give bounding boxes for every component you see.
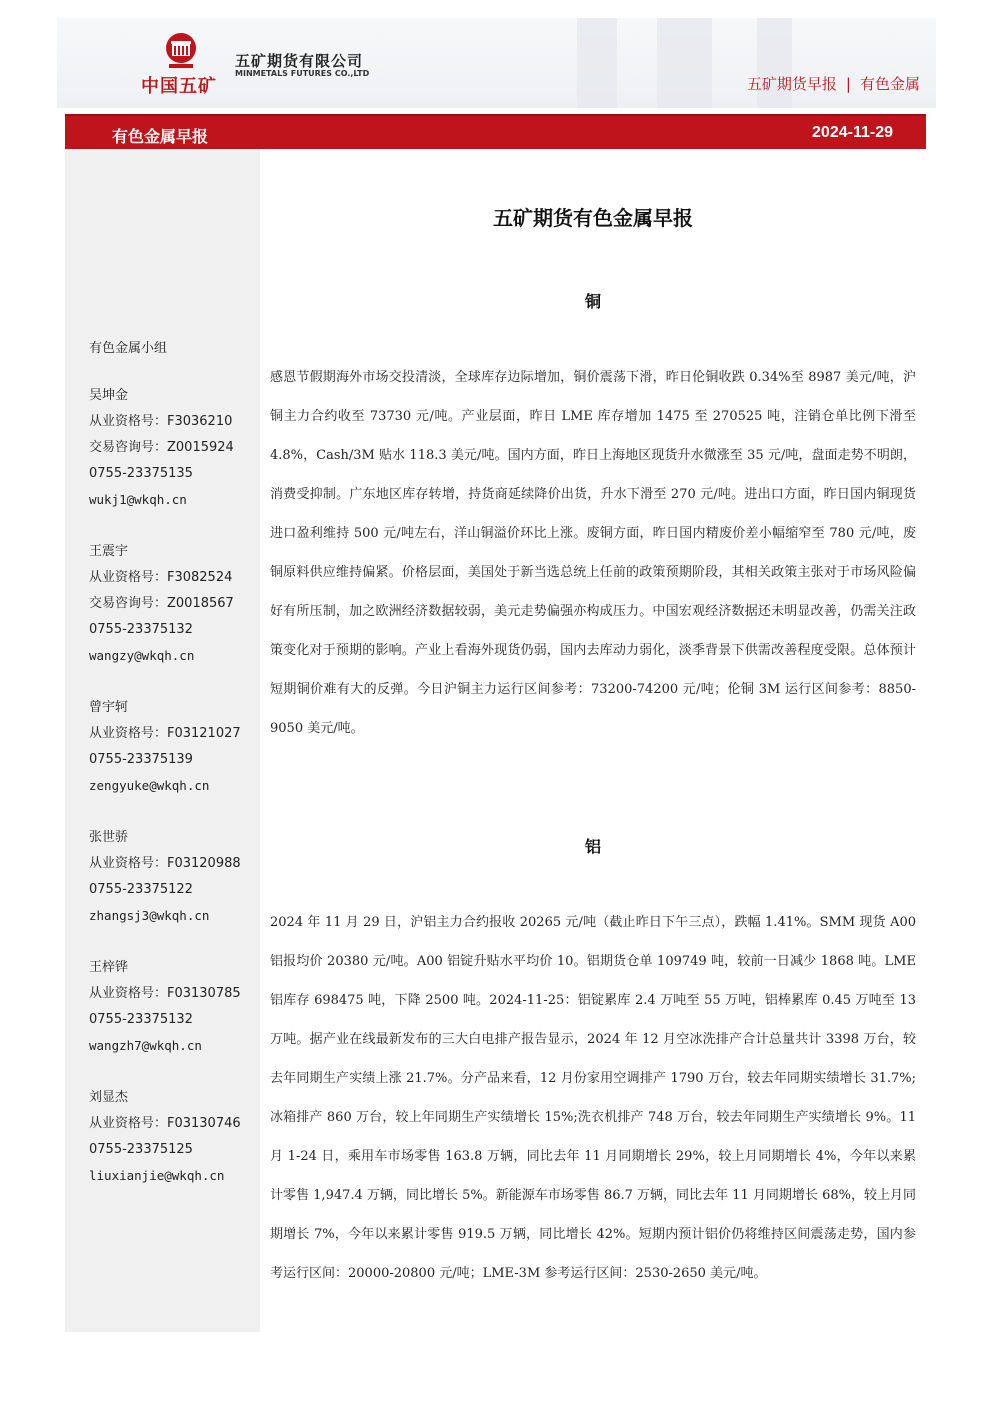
analyst-phone: 0755-23375122	[89, 882, 193, 897]
analyst-name: 王震宇	[89, 544, 129, 559]
analyst-phone: 0755-23375132	[89, 1012, 193, 1027]
analyst-phone: 0755-23375125	[89, 1142, 193, 1157]
analyst-card	[89, 955, 241, 1059]
analyst-email[interactable]: liuxianjie@wkqh.cn	[89, 1168, 225, 1183]
analyst-consult-id: 交易咨询号：Z0015924	[89, 440, 234, 455]
analyst-qualification: 从业资格号：F03130785	[89, 986, 241, 1001]
analyst-card	[89, 539, 234, 669]
analyst-name: 刘显杰	[89, 1090, 129, 1105]
analyst-card	[89, 1085, 241, 1189]
nav-category: 有色金属	[859, 75, 920, 93]
analyst-email[interactable]: wangzh7@wkqh.cn	[89, 1038, 202, 1053]
analyst-qualification: 从业资格号：F3082524	[89, 570, 233, 585]
nav-separator: |	[845, 75, 851, 93]
section-body-aluminum: 2024 年 11 月 29 日，沪铝主力合约报收 20265 元/吨（截止昨日下午三点），跌幅 1.41%。SMM 现货 A00 铝报均价 20380 元/吨。A00 铝锭升贴水平均价 10。铝期货仓单 109749 吨，较前一日减少 1868 吨。LME 铝库存 698475 吨，下降 2500 吨。2024-11-25：铝锭累库 2.4 万吨至 55 万吨，铝棒累库 0.45 万吨至 13 万吨。据产业在线最新发布的三大白电排产报告显示，2024 年 12 月空冰洗排产合计总量共计 3398 万台，较去年同期生产实绩上涨 21.7%。分产品来看，12 月份家用空调排产 1790 万台，较去年同期实绩增长 31.7%;冰箱排产 860 万台，较上年同期生产实绩增长 15%;洗衣机排产 748 万台，较去年同期生产实绩增长 9%。11 月 1-24 日，乘用车市场零售 163.8 万辆，同比去年 11 月同期增长 29%，较上月同期增长 4%，今年以来累计零售 1,947.4 万辆，同比增长 5%。新能源车市场零售 86.7 万辆，同比去年 11 月同期增长 68%，较上月同期增长 7%，今年以来累计零售 919.5 万辆，同比增长 42%。短期内预计铝价仍将维持区间震荡走势，国内参考运行区间：20000-20800 元/吨；LME-3M 参考运行区间：2530-2650 美元/吨。	[270, 915, 916, 1281]
header-nav	[747, 73, 920, 94]
analyst-qualification: 从业资格号：F03130746	[89, 1116, 241, 1131]
report-label: 有色金属早报	[112, 127, 209, 146]
report-date: 2024-11-29	[812, 124, 893, 141]
section-body-copper: 感恩节假期海外市场交投清淡，全球库存边际增加，铜价震荡下滑，昨日伦铜收跌 0.34%至 8987 美元/吨，沪铜主力合约收至 73730 元/吨。产业层面，昨日 LME 库存增加 1475 至 270525 吨，注销仓单比例下滑至 4.8%，Cash/3M 贴水 118.3 美元/吨。国内方面，昨日上海地区现货升水微涨至 35 元/吨，盘面走势不明朗，消费受抑制。广东地区库存转增，持货商延续降价出货，升水下滑至 270 元/吨。进出口方面，昨日国内铜现货进口盈利维持 500 元/吨左右，洋山铜溢价环比上涨。废铜方面，昨日国内精废价差小幅缩窄至 780 元/吨，废铜原料供应维持偏紧。价格层面，美国处于新当选总统上任前的政策预期阶段，其相关政策主张对于市场风险偏好有所压制，加之欧洲经济数据较弱，美元走势偏强亦构成压力。中国宏观经济数据还未明显改善，仍需关注政策变化对于预期的影响。产业上看海外现货仍弱，国内去库动力弱化，淡季背景下供需改善程度受限。总体预计短期铜价难有大的反弹。今日沪铜主力运行区间参考：73200-74200 元/吨；伦铜 3M 运行区间参考：8850-9050 美元/吨。	[270, 370, 916, 736]
company-name-en: MINMETALS FUTURES CO.,LTD	[235, 69, 370, 78]
company-name-cn: 五矿期货有限公司	[235, 52, 364, 70]
team-title: 有色金属小组	[89, 341, 168, 356]
analyst-qualification: 从业资格号：F03120988	[89, 856, 241, 871]
analyst-card	[89, 695, 241, 799]
analyst-phone: 0755-23375135	[89, 466, 193, 481]
section-title-copper: 铜	[584, 292, 601, 311]
analyst-name: 张世骄	[89, 830, 129, 845]
analyst-phone: 0755-23375139	[89, 752, 193, 767]
analyst-email[interactable]: wangzy@wkqh.cn	[89, 648, 195, 663]
analyst-card	[89, 383, 234, 513]
section-title-aluminum: 铝	[584, 837, 601, 856]
analyst-card	[89, 825, 241, 929]
analyst-email[interactable]: wukj1@wkqh.cn	[89, 492, 187, 507]
analyst-sidebar	[65, 149, 260, 1332]
analyst-phone: 0755-23375132	[89, 622, 193, 637]
analyst-email[interactable]: zengyuke@wkqh.cn	[89, 778, 210, 793]
analyst-consult-id: 交易咨询号：Z0018567	[89, 596, 234, 611]
report-title-bar	[65, 114, 926, 149]
analyst-name: 王梓铧	[89, 960, 129, 975]
analyst-qualification: 从业资格号：F3036210	[89, 414, 233, 429]
analyst-name: 吴坤金	[89, 388, 129, 403]
document-title: 五矿期货有色金属早报	[493, 206, 693, 230]
analyst-qualification: 从业资格号：F03121027	[89, 726, 241, 741]
logo-text: 中国五矿	[141, 76, 217, 97]
analyst-email[interactable]: zhangsj3@wkqh.cn	[89, 908, 210, 923]
analyst-name: 曾宇轲	[89, 700, 129, 715]
nav-report-type: 五矿期货早报	[746, 75, 837, 93]
minmetals-logo-icon	[163, 32, 199, 72]
